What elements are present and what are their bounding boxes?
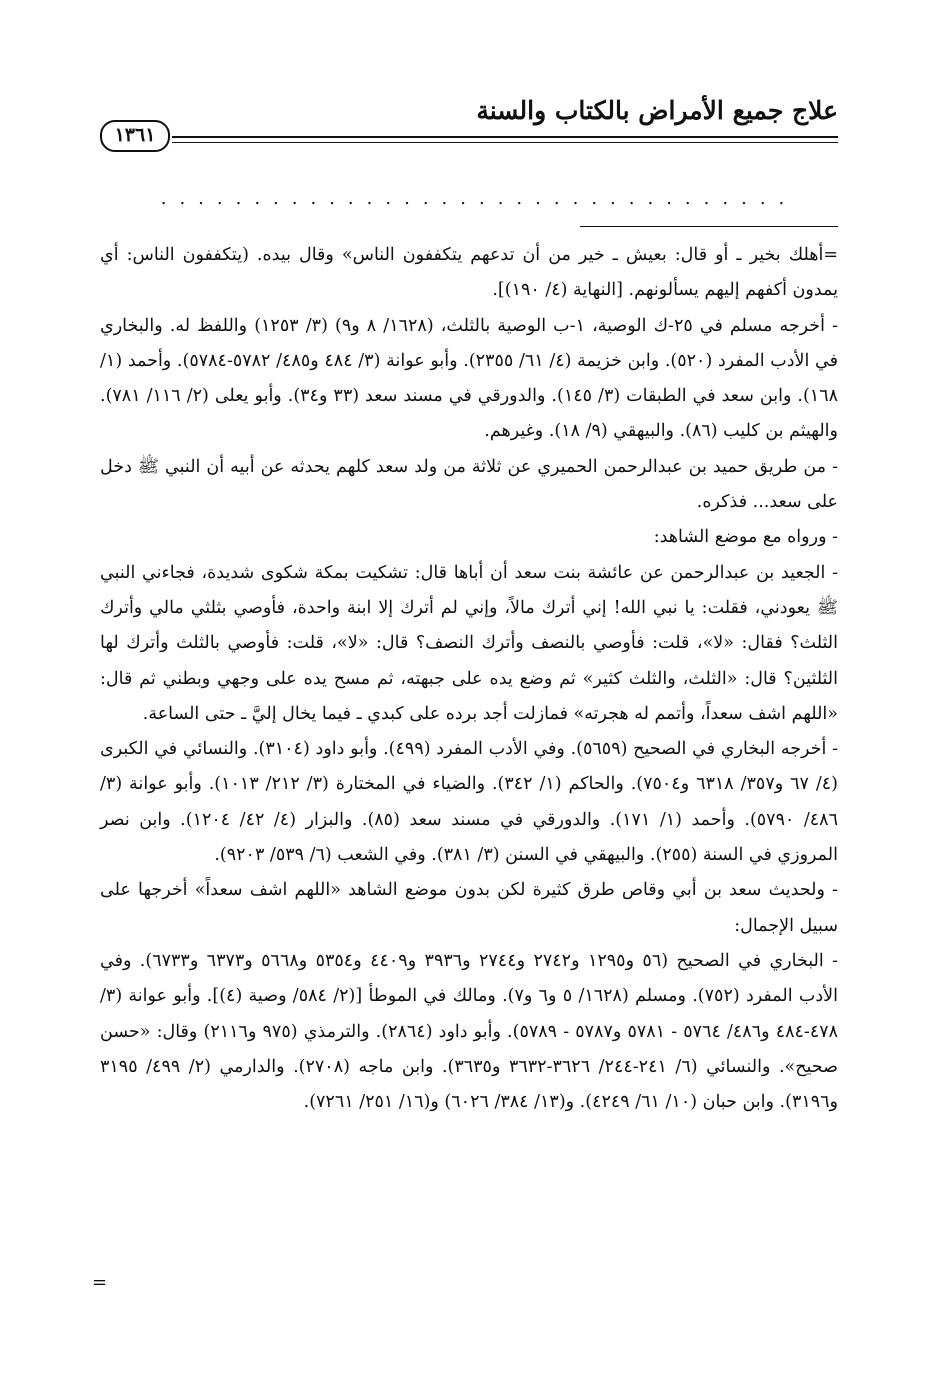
paragraph: - من طريق حميد بن عبدالرحمن الحميري عن ثلاثة من ولد سعد كلهم يحدثه عن أبيه أن النبي ﷺ دخل على سعد... فذكره.: [100, 456, 838, 513]
paragraph: - أخرجه البخاري في الصحيح (٥٦٥٩). وفي الأدب المفرد (٤٩٩). وأبو داود (٣١٠٤). والنسائي في الكبرى (٤/ ٦٧ و٣٥٧/ ٦٣١٨ و٧٥٠٤). والحاكم (١/ ٣٤٢). والضياء في المختارة (٣/ ٢١٢/ ١٠١٣). وأبو عوانة (٣/ ٤٨٦/ ٥٧٩٠). وأحمد (١/ ١٧١). والدورقي في مسند سعد (٨٥). والبزار (٤/ ٤٢/ ١٢٠٤). وابن نصر المروزي في السنة (٢٥٥). والبيهقي في السنن (٣/ ٣٨١). وفي الشعب (٦/ ٥٣٩/ ٩٢٠٣).: [100, 739, 838, 866]
paragraph: - ورواه مع موضع الشاهد:: [653, 527, 838, 548]
page-header: [100, 96, 838, 152]
paragraph: - أخرجه مسلم في ٢٥-ك الوصية، ١-ب الوصية بالثلث، (١٦٢٨/ ٨ و٩) (٣/ ١٢٥٣) واللفظ له. والبخاري في الأدب المفرد (٥٢٠). وابن خزيمة (٤/ ٦١/ ٢٣٥٥). وأبو عوانة (٣/ ٤٨٤ و٤٨٥/ ٥٧٨٢-٥٧٨٤). وأحمد (١/ ١٦٨). وابن سعد في الطبقات (٣/ ١٤٥). والدورقي في مسند سعد (٣٣ و٣٤). وأبو يعلى (٢/ ١١٦/ ٧٨١). والهيثم بن كليب (٨٦). والبيهقي (٩/ ١٨). وغيرهم.: [100, 315, 839, 442]
header-rule: [172, 136, 838, 138]
paragraph: - ولحديث سعد بن أبي وقاص طرق كثيرة لكن بدون موضع الشاهد «اللهم اشف سعداً» أخرجها على سبيل الإجمال:: [100, 880, 838, 936]
page-number: ١٣٦١: [100, 120, 170, 152]
header-rule-thin: [172, 142, 838, 143]
continuation-mark: =: [92, 1272, 108, 1293]
paragraph: - الجعيد بن عبدالرحمن عن عائشة بنت سعد أن أباها قال: تشكيت بمكة شكوى شديدة، فجاءني النبي ﷺ يعودني، فقلت: يا نبي الله! إني أترك مالاً، وإني لم أترك إلا ابنة واحدة، فأوصي بثلثي مالي وأترك الثلث؟ فقال: «لا»، قلت: فأوصي بالنصف وأترك النصف؟ قال: «لا»، قلت: فأوصي بالثلث وأترك لها الثلثين؟ قال: «الثلث، والثلث كثير» ثم وضع يده على جبهته، ثم مسح يده على وجهي وبطني ثم قال: «اللهم اشف سعداً، وأتمم له هجرته» فمازلت أجد برده على كبدي ـ فيما يخال إليَّ ـ حتى الساعة.: [100, 562, 838, 724]
paragraph: =أهلك بخير ـ أو قال: بعيش ـ خير من أن تدعهم يتكففون الناس» وقال بيده. (يتكففون الناس: أي يمدون أكفهم إليهم يسألونهم. [النهاية (٤/ ١٩٠)].: [100, 245, 838, 301]
book-title: علاج جميع الأمراض بالكتاب والسنة: [476, 96, 838, 125]
footnote-body: [100, 238, 838, 1120]
paragraph: - البخاري في الصحيح (٥٦ و١٢٩٥ و٢٧٤٢ و٢٧٤٤ و٣٩٣٦ و٤٤٠٩ و٥٣٥٤ و٥٦٦٨ و٦٣٧٣ و٦٧٣٣). وفي الأدب المفرد (٧٥٢). ومسلم (١٦٢٨/ ٥ و٦ و٧). ومالك في الموطأ [(٢/ ٥٨٤/ وصية (٤)]. وأبو عوانة (٣/ ٤٧٨-٤٨٤ و٤٨٦/ ٥٧٦٤ - ٥٧٨١ و٥٧٨٧ - ٥٧٨٩). وأبو داود (٢٨٦٤). والترمذي (٩٧٥ و٢١١٦) وقال: «حسن صحيح». والنسائي (٦/ ٢٤١-٢٤٤/ ٣٦٢٦-٣٦٣٢ و٣٦٣٥). وابن ماجه (٢٧٠٨). والدارمي (٢/ ٤٩٩/ ٣١٩٥ و٣١٩٦). وابن حبان (١٠/ ٦١/ ٤٢٤٩). و(١٣/ ٣٨٤/ ٦٠٢٦) و(١٦/ ٢٥١/ ٧٢٦١).: [100, 950, 839, 1113]
footnote-separator: [580, 226, 838, 227]
dotted-divider: ..................................: [160, 188, 798, 209]
